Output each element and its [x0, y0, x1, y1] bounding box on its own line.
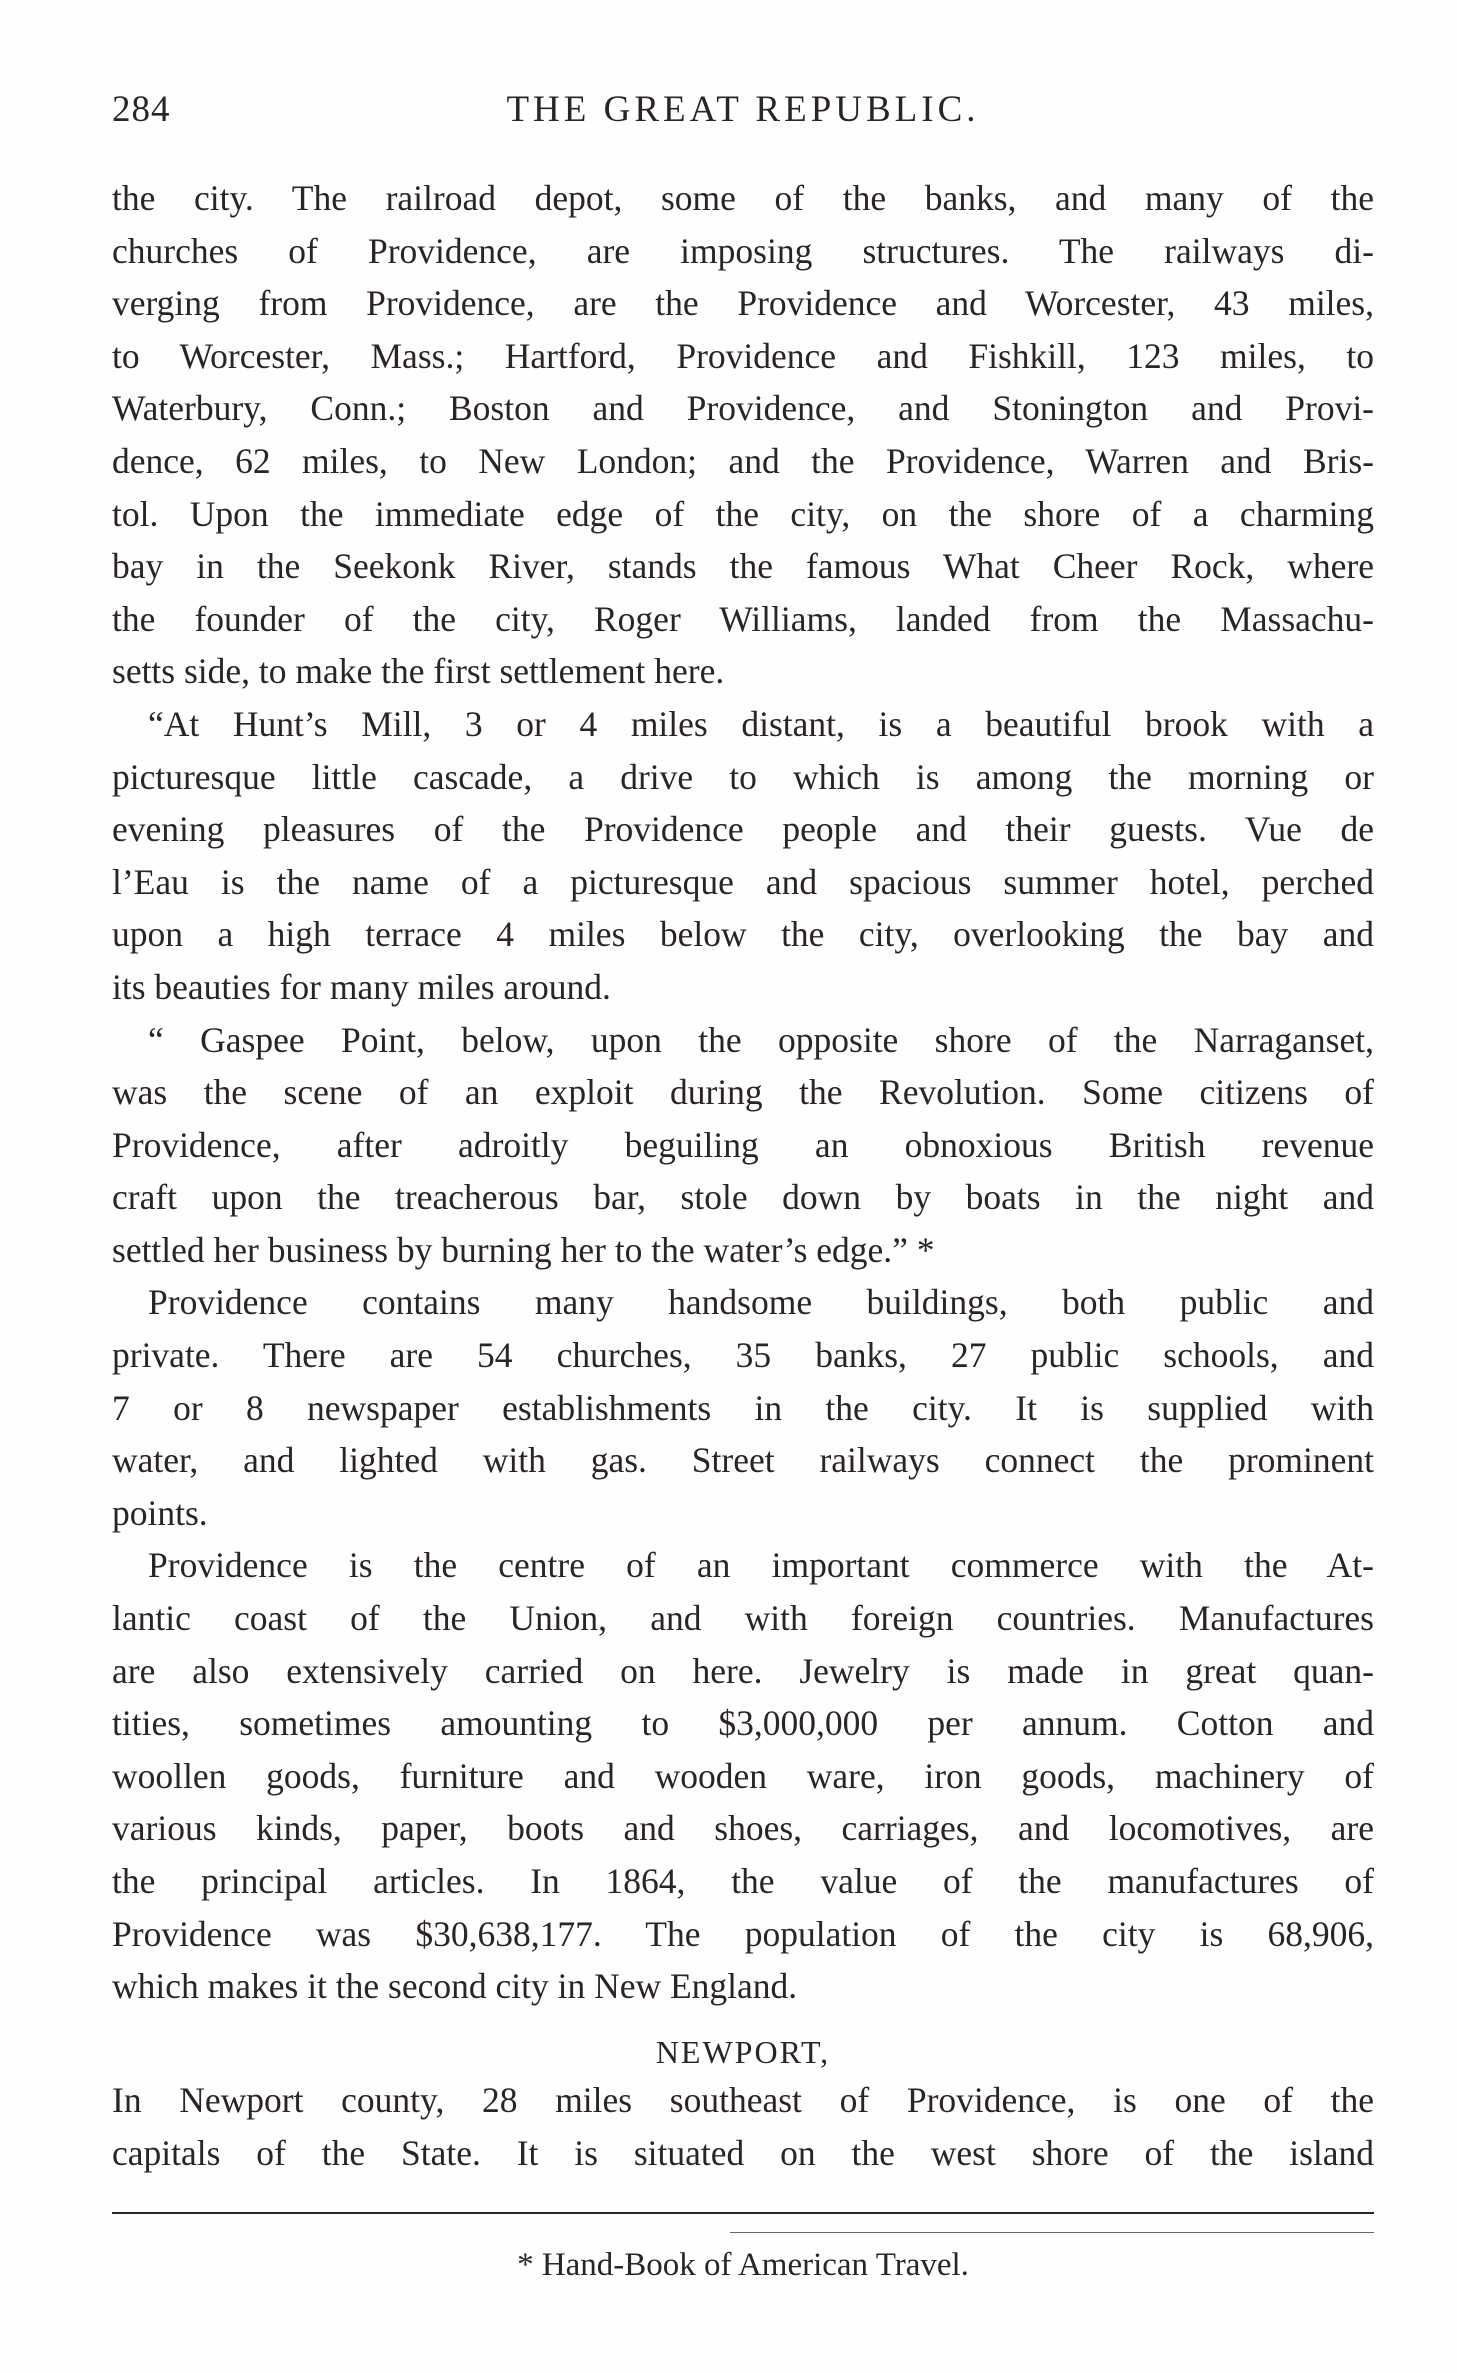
text-line: picturesque little cascade, a drive to which is among the morning or — [112, 756, 1374, 797]
text-line: are also extensively carried on here. Jewelry is made in great quan- — [112, 1650, 1374, 1691]
running-head — [112, 88, 1374, 138]
footnote-rule-thin — [730, 2232, 1374, 2233]
text-line: bay in the Seekonk River, stands the famous What Cheer Rock, where — [112, 546, 1374, 587]
text-line: points. — [112, 1492, 208, 1533]
text-line: l’Eau is the name of a picturesque and spacious summer hotel, perched — [112, 861, 1374, 902]
text-line: Waterbury, Conn.; Boston and Providence, and Stonington and Provi- — [112, 388, 1374, 429]
paragraph-first-line: “At Hunt’s Mill, 3 or 4 miles distant, is a beautiful brook with a — [148, 703, 1374, 744]
text-line: dence, 62 miles, to New London; and the Providence, Warren and Bris- — [112, 440, 1374, 481]
text-line: the principal articles. In 1864, the value of the manufactures of — [112, 1861, 1374, 1901]
text-line: capitals of the State. It is situated on the west shore of the island — [112, 2132, 1374, 2173]
text-line: settled her business by burning her to the water’s edge.” * — [112, 1229, 935, 1270]
page-number: 284 — [112, 89, 171, 130]
text-line: verging from Providence, are the Providence and Worcester, 43 miles, — [112, 283, 1374, 324]
text-line: 7 or 8 newspaper establishments in the city. It is supplied with — [112, 1387, 1374, 1428]
text-line: water, and lighted with gas. Street railways connect the prominent — [112, 1440, 1374, 1481]
text-line: Providence, after adroitly beguiling an obnoxious British revenue — [112, 1124, 1374, 1165]
text-line: Providence was $30,638,177. The population of the city is 68,906, — [112, 1913, 1374, 1954]
text-line: which makes it the second city in New England. — [112, 1966, 798, 2007]
body-text — [112, 172, 1374, 2013]
text-line: craft upon the treacherous bar, stole down by boats in the night and — [112, 1177, 1374, 1218]
paragraph-first-line: “ Gaspee Point, below, upon the opposite shore of the Narraganset, — [148, 1019, 1374, 1060]
text-line: woollen goods, furniture and wooden ware, iron goods, machinery of — [112, 1755, 1374, 1796]
text-line: was the scene of an exploit during the Revolution. Some citizens of — [112, 1072, 1374, 1113]
paragraph-first-line: Providence contains many handsome buildings, both public and — [148, 1282, 1374, 1323]
text-line: tities, sometimes amounting to $3,000,000 per annum. Cotton and — [112, 1703, 1374, 1744]
text-line: the founder of the city, Roger Williams, landed from the Massachu- — [112, 598, 1374, 639]
text-line: churches of Providence, are imposing structures. The railways di- — [112, 230, 1374, 271]
text-line: various kinds, paper, boots and shoes, carriages, and locomotives, are — [112, 1808, 1374, 1849]
text-line: the city. The railroad depot, some of the banks, and many of the — [112, 178, 1374, 218]
section-heading: NEWPORT, — [655, 2034, 831, 2070]
text-line: In Newport county, 28 miles southeast of Providence, is one of the — [112, 2080, 1374, 2120]
text-line: setts side, to make the first settlement here. — [112, 651, 725, 692]
text-line: its beauties for many miles around. — [112, 966, 611, 1007]
footnote: * Hand-Book of American Travel. — [517, 2247, 969, 2283]
text-line: evening pleasures of the Providence people and their guests. Vue de — [112, 809, 1374, 850]
text-line: to Worcester, Mass.; Hartford, Providence and Fishkill, 123 miles, to — [112, 335, 1374, 376]
text-line: private. There are 54 churches, 35 banks, 27 public schools, and — [112, 1335, 1374, 1376]
running-title: THE GREAT REPUBLIC. — [506, 89, 980, 130]
text-line: lantic coast of the Union, and with foreign countries. Manufactures — [112, 1598, 1374, 1639]
text-line: upon a high terrace 4 miles below the city, overlooking the bay and — [112, 914, 1374, 955]
text-line: tol. Upon the immediate edge of the city, on the shore of a charming — [112, 493, 1374, 534]
section-text — [112, 2074, 1374, 2179]
paragraph-first-line: Providence is the centre of an important commerce with the At- — [148, 1545, 1374, 1586]
footnote-rule — [112, 2212, 1374, 2214]
